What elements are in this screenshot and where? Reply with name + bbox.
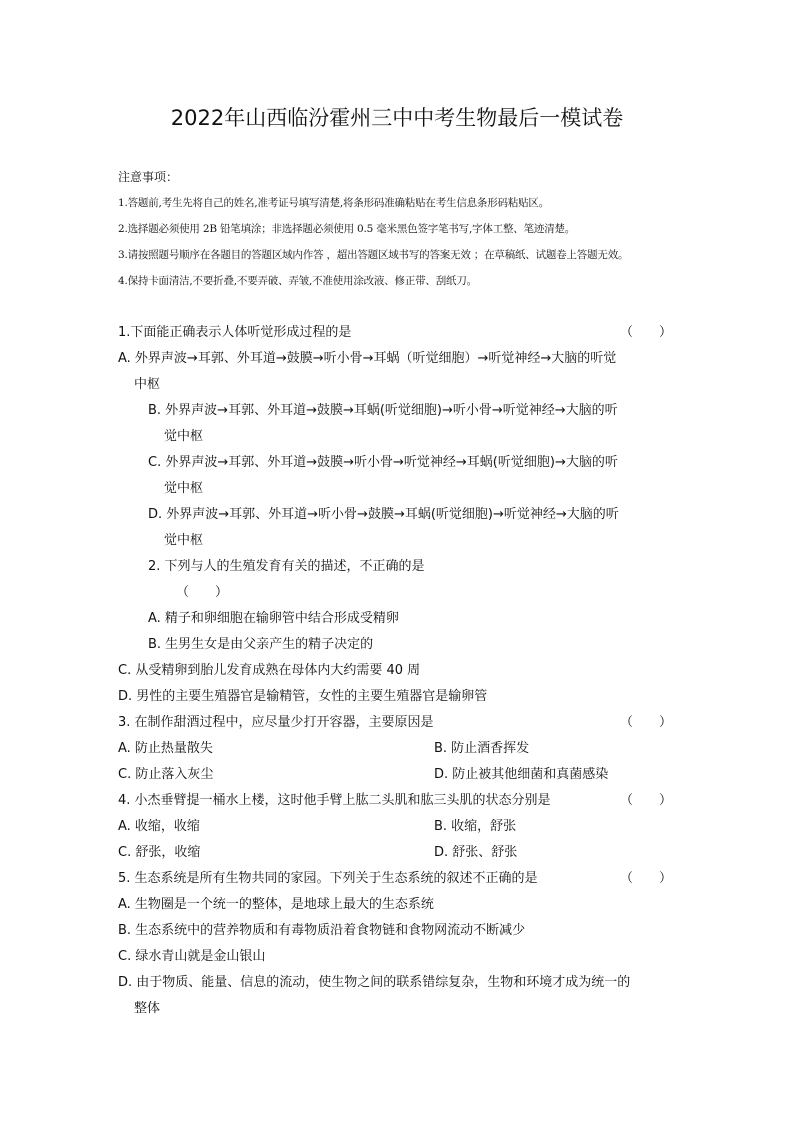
question-3-option-c: C. 防止落入灰尘 xyxy=(118,767,214,782)
question-1-option-b-cont: 觉中枢 xyxy=(164,429,204,444)
question-4-option-d: D. 舒张、舒张 xyxy=(434,845,518,860)
question-1-option-c: C. 外界声波→耳郭、外耳道→鼓膜→听小骨→听觉神经→耳蜗(听觉细胞)→大脑的听 xyxy=(148,455,618,470)
questions-body xyxy=(118,320,674,1022)
question-5-option-c: C. 绿水青山就是金山银山 xyxy=(118,949,266,964)
question-5-option-a: A. 生物圈是一个统一的整体，是地球上最大的生态系统 xyxy=(118,897,434,912)
page-title: 2022年山西临汾霍州三中中考生物最后一模试卷 xyxy=(170,106,624,130)
question-1-option-c-cont: 觉中枢 xyxy=(164,481,204,496)
question-1-option-b: B. 外界声波→耳郭、外耳道→鼓膜→耳蜗(听觉细胞)→听小骨→听觉神经→大脑的听 xyxy=(148,403,618,418)
question-4-options-row-2 xyxy=(118,840,674,866)
notice-item-4: 4.保持卡面清洁,不要折叠,不要弄破、弄皱,不准使用涂改液、修正带、刮纸刀。 xyxy=(118,275,477,287)
notice-item-3: 3.请按照题号顺序在各题目的答题区域内作答 ，超出答题区域书写的答案无效 ；在草稿纸、试题卷上答题无效。 xyxy=(118,249,629,261)
question-4-stem: 4. 小杰垂臂提一桶水上楼，这时他手臂上肱二头肌和肱三头肌的状态分别是 xyxy=(118,793,551,808)
question-3-option-b: B. 防止酒香挥发 xyxy=(434,741,530,756)
question-1-option-d-cont: 觉中枢 xyxy=(164,533,204,548)
notice-section xyxy=(118,168,678,294)
question-3-stem: 3. 在制作甜酒过程中，应尽量少打开容器，主要原因是 xyxy=(118,715,434,730)
question-1-answer-paren: （ ） xyxy=(619,325,672,340)
question-1-stem: 1.下面能正确表示人体听觉形成过程的是 xyxy=(118,325,352,340)
question-3-options-row-2 xyxy=(118,762,674,788)
question-3-answer-paren: （ ） xyxy=(619,715,672,730)
question-1-stem-line xyxy=(118,320,674,346)
question-4-answer-paren: （ ） xyxy=(619,793,672,808)
question-5-answer-paren: （ ） xyxy=(619,871,672,886)
question-5-stem: 5. 生态系统是所有生物共同的家园。下列关于生态系统的叙述不正确的是 xyxy=(118,871,538,886)
question-5-stem-line xyxy=(118,866,674,892)
question-2-stem: 2. 下列与人的生殖发育有关的描述，不正确的是 xyxy=(148,559,425,574)
question-5-option-d-cont: 整体 xyxy=(134,1001,161,1016)
question-2-option-b: B. 生男生女是由父亲产生的精子决定的 xyxy=(148,637,374,652)
question-5-option-d: D. 由于物质、能量、信息的流动，使生物之间的联系错综复杂，生物和环境才成为统一的 xyxy=(118,975,631,990)
question-4-option-c: C. 舒张，收缩 xyxy=(118,845,201,860)
question-1-option-a: A. 外界声波→耳郭、外耳道→鼓膜→听小骨→耳蜗（听觉细胞）→听觉神经→大脑的听觉 xyxy=(118,351,617,366)
question-2-option-d: D. 男性的主要生殖器官是输精管，女性的主要生殖器官是输卵管 xyxy=(118,689,488,704)
notice-heading: 注意事项： xyxy=(118,170,179,184)
question-3-options-row-1 xyxy=(118,736,674,762)
question-4-stem-line xyxy=(118,788,674,814)
question-4-option-a: A. 收缩，收缩 xyxy=(118,819,200,834)
question-1-option-a-cont: 中枢 xyxy=(134,377,161,392)
question-1-option-d: D. 外界声波→耳郭、外耳道→听小骨→鼓膜→耳蜗(听觉细胞)→听觉神经→大脑的听 xyxy=(148,507,619,522)
question-3-stem-line xyxy=(118,710,674,736)
question-3-option-a: A. 防止热量散失 xyxy=(118,741,213,756)
question-5-option-b: B. 生态系统中的营养物质和有毒物质沿着食物链和食物网流动不断减少 xyxy=(118,923,526,938)
notice-item-2: 2.选择题必须使用 2B 铅笔填涂；非选择题必须使用 0.5 毫米黑色签字笔书写,字体工整、笔迹清楚。 xyxy=(118,223,576,235)
question-4-option-b: B. 收缩，舒张 xyxy=(434,819,517,834)
question-2-answer-paren: （ ） xyxy=(176,585,229,600)
question-4-options-row-1 xyxy=(118,814,674,840)
question-3-option-d: D. 防止被其他细菌和真菌感染 xyxy=(434,767,609,782)
question-2-option-a: A. 精子和卵细胞在输卵管中结合形成受精卵 xyxy=(148,611,399,626)
notice-item-1: 1.答题前,考生先将自己的姓名,准考证号填写清楚,将条形码准确粘贴在考生信息条形码粘贴区。 xyxy=(118,197,550,209)
question-2-option-c: C. 从受精卵到胎儿发育成熟在母体内大约需要 40 周 xyxy=(118,663,421,678)
